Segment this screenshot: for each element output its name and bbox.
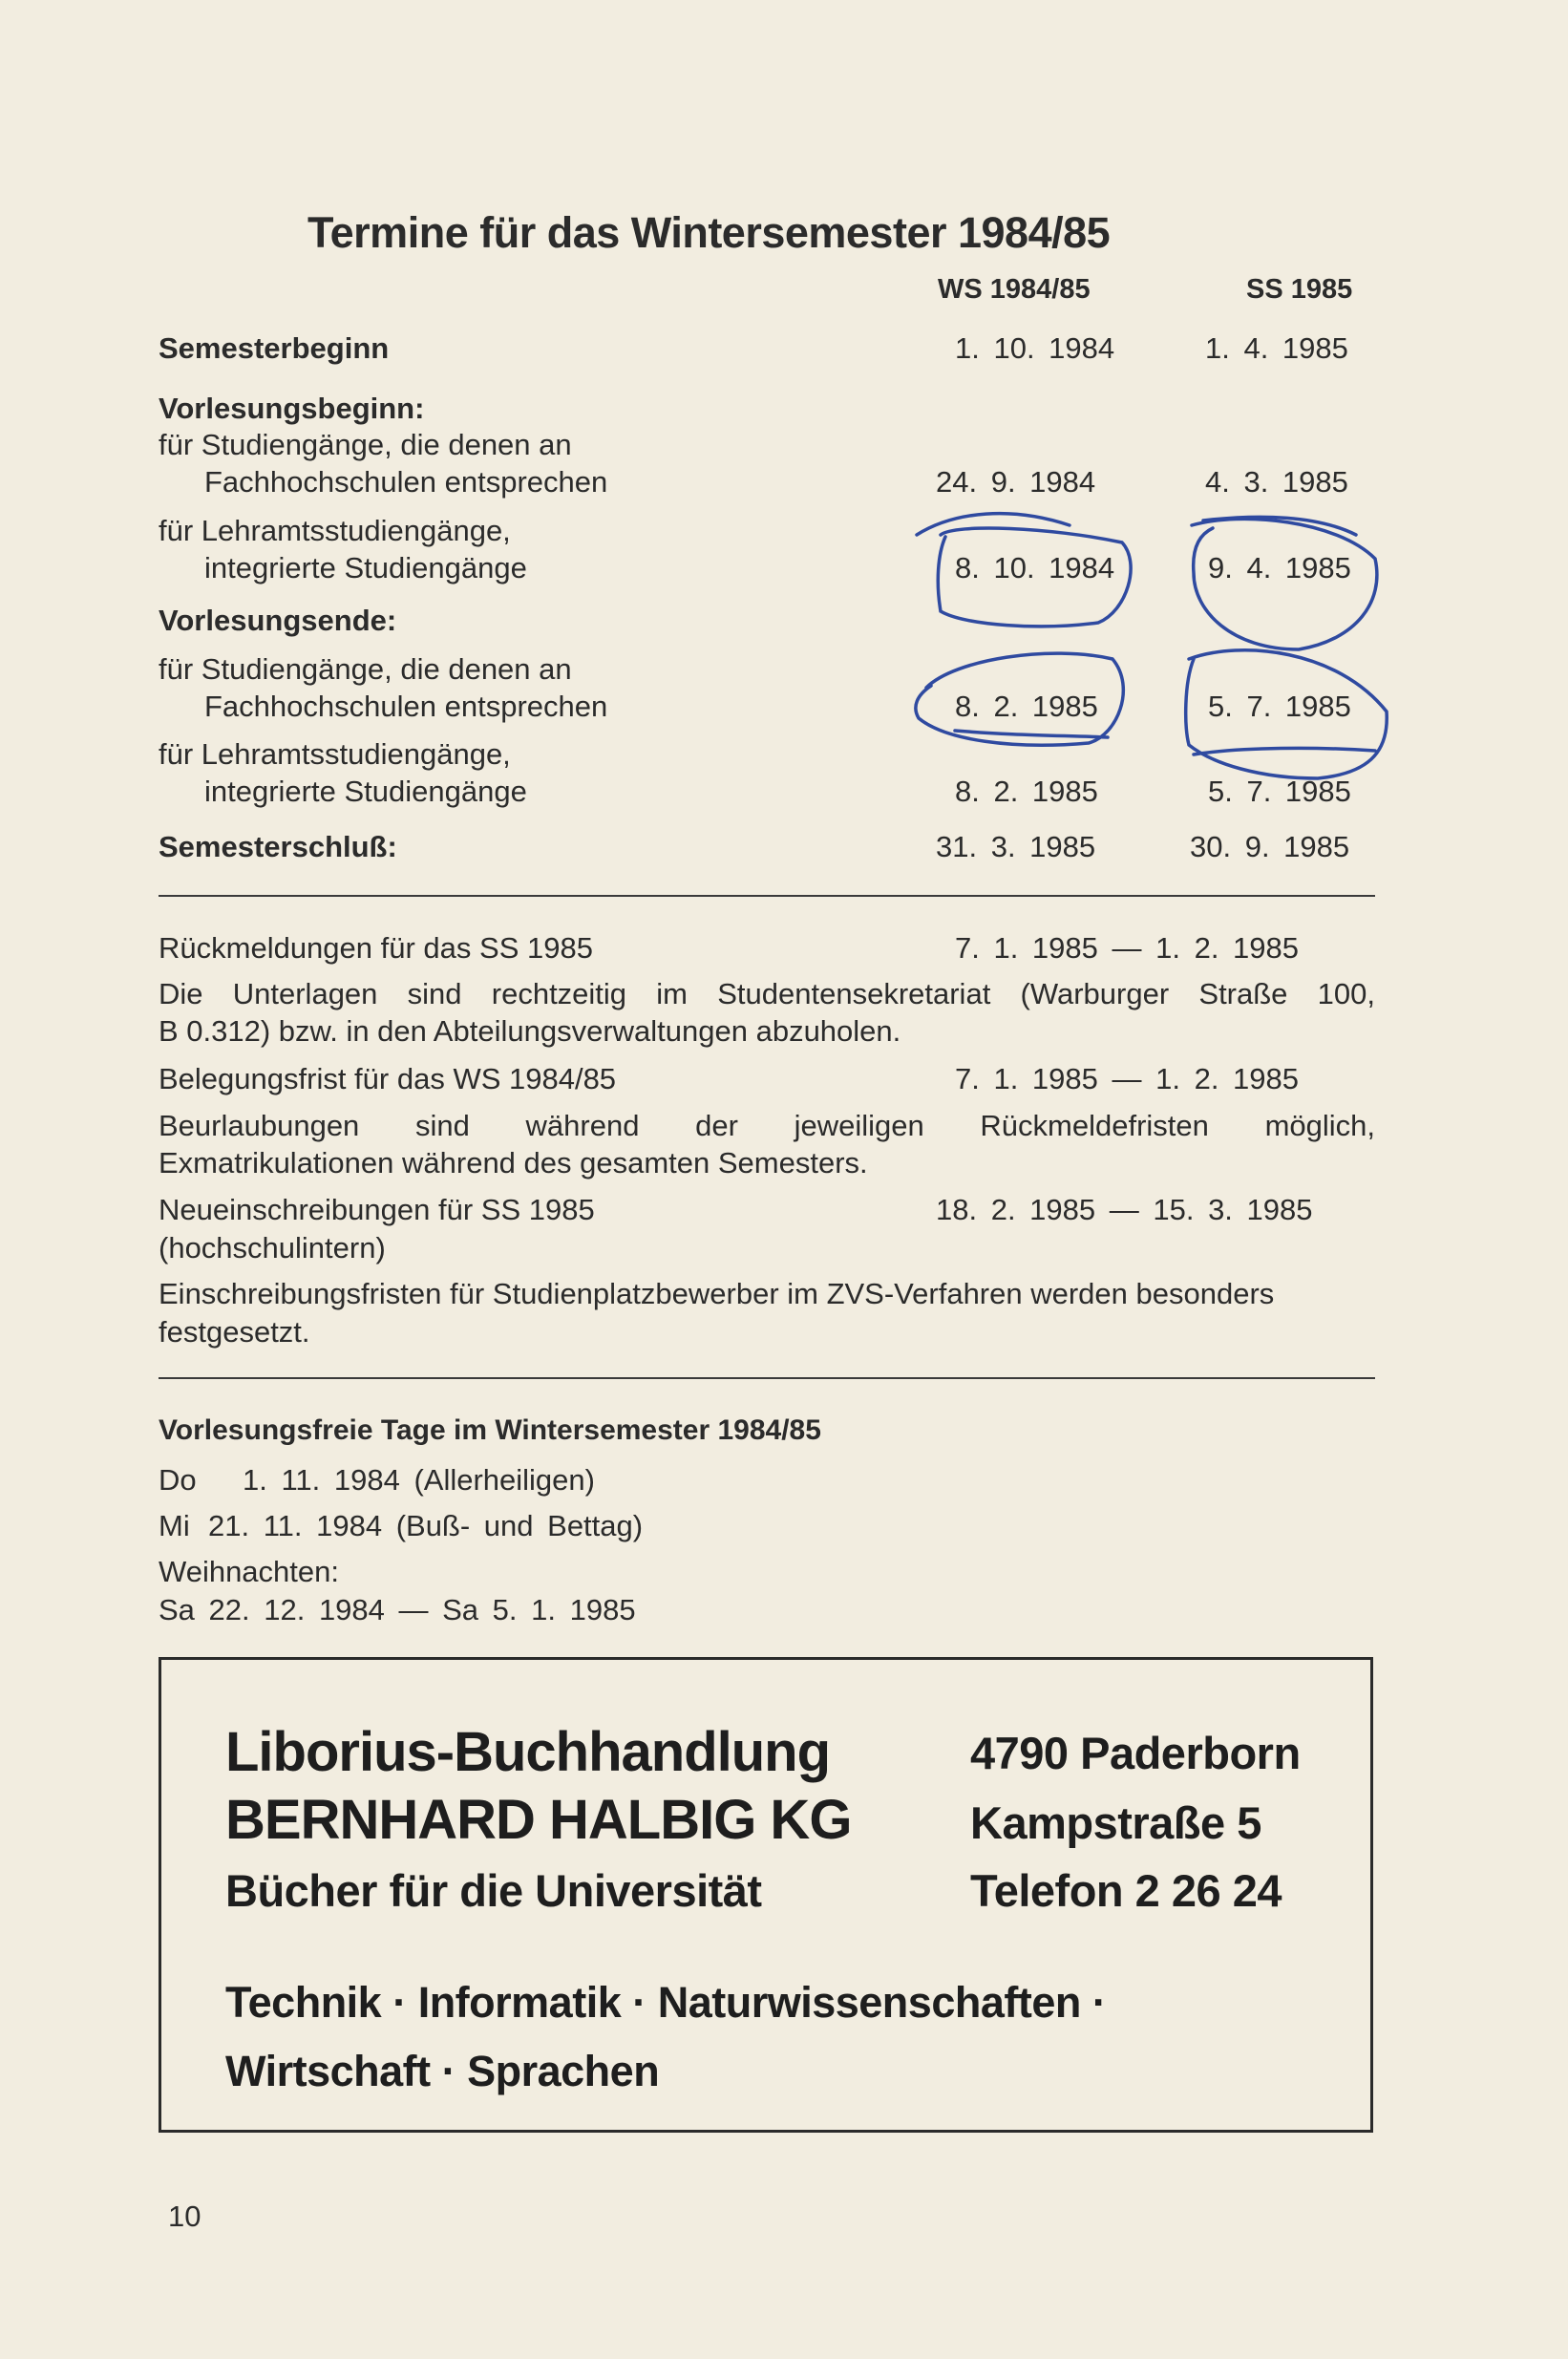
ad-shop-name: Liborius-Buchhandlung xyxy=(225,1721,831,1783)
ad-city: 4790 Paderborn xyxy=(970,1728,1301,1778)
pen-stroke-ws-ve xyxy=(955,731,1108,737)
page-number: 10 xyxy=(168,2200,201,2233)
vorlesungsende-label: Vorlesungsende: xyxy=(159,604,397,637)
vb-row1-line1: für Studiengänge, die denen an xyxy=(159,428,572,461)
freie-tag-1-day: Do xyxy=(159,1463,197,1497)
einschreibungsfristen-line1: Einschreibungsfristen für Studienplatzbewerber im ZVS-Verfahren werden besonders xyxy=(159,1277,1275,1310)
semesterschluss-label: Semesterschluß: xyxy=(159,830,397,863)
column-header-ss: SS 1985 xyxy=(1246,274,1353,305)
ad-street: Kampstraße 5 xyxy=(970,1797,1261,1848)
vb-row2-ss: 9. 4. 1985 xyxy=(1208,551,1351,584)
belegungsfrist-dates: 7. 1. 1985 — 1. 2. 1985 xyxy=(955,1062,1300,1095)
unterlagen-line2: B 0.312) bzw. in den Abteilungsverwaltungen abzuholen. xyxy=(159,1014,901,1048)
pen-stroke-ss-ve xyxy=(1194,748,1375,754)
beurlaubungen-line2: Exmatrikulationen während des gesamten Semesters. xyxy=(159,1146,868,1180)
semesterbeginn-ws: 1. 10. 1984 xyxy=(955,331,1115,365)
column-header-ws: WS 1984/85 xyxy=(938,274,1091,305)
divider-2 xyxy=(159,1377,1375,1379)
vb-row1-line2: Fachhochschulen entsprechen xyxy=(204,465,608,499)
freie-tag-2-date: 21. 11. 1984 (Buß- und Bettag) xyxy=(208,1509,644,1542)
neueinschreibungen-label: Neueinschreibungen für SS 1985 xyxy=(159,1193,595,1226)
vb-row2-ws: 8. 10. 1984 xyxy=(955,551,1115,584)
neueinschreibungen-sub: (hochschulintern) xyxy=(159,1231,386,1265)
ve-row1-ss: 5. 7. 1985 xyxy=(1208,690,1351,723)
semesterbeginn-label: Semesterbeginn xyxy=(159,331,390,365)
page-title: Termine für das Wintersemester 1984/85 xyxy=(307,208,1111,257)
ve-row1-line1: für Studiengänge, die denen an xyxy=(159,652,572,686)
freie-tag-2-day: Mi xyxy=(159,1509,190,1542)
vb-row2-line2: integrierte Studiengänge xyxy=(204,551,527,584)
vorlesungsbeginn-label: Vorlesungsbeginn: xyxy=(159,392,425,425)
einschreibungsfristen-line2: festgesetzt. xyxy=(159,1315,310,1349)
ad-slogan: Bücher für die Universität xyxy=(225,1865,762,1916)
weihnachten-label: Weihnachten: xyxy=(159,1555,339,1588)
ve-row2-line2: integrierte Studiengänge xyxy=(204,775,527,808)
pen-stroke-ws-vb xyxy=(917,514,1070,535)
freie-tag-1-date: 1. 11. 1984 (Allerheiligen) xyxy=(243,1463,595,1497)
belegungsfrist-label: Belegungsfrist für das WS 1984/85 xyxy=(159,1062,617,1095)
vb-row1-ss: 4. 3. 1985 xyxy=(1205,465,1348,499)
ad-topics-line1: Technik · Informatik · Naturwissenschaften · xyxy=(225,1978,1107,2027)
semesterbeginn-ss: 1. 4. 1985 xyxy=(1205,331,1348,365)
ad-company: BERNHARD HALBIG KG xyxy=(225,1789,852,1851)
unterlagen-line1: Die Unterlagen sind rechtzeitig im Studentensekretariat (Warburger Straße 100, xyxy=(159,977,1375,1010)
ad-topics-line2: Wirtschaft · Sprachen xyxy=(225,2047,660,2095)
ad-phone: Telefon 2 26 24 xyxy=(970,1865,1282,1916)
rueckmeldungen-label: Rückmeldungen für das SS 1985 xyxy=(159,931,593,965)
ve-row2-line1: für Lehramtsstudiengänge, xyxy=(159,737,511,771)
rueckmeldungen-dates: 7. 1. 1985 — 1. 2. 1985 xyxy=(955,931,1300,965)
ve-row2-ss: 5. 7. 1985 xyxy=(1208,775,1351,808)
ve-row1-ws: 8. 2. 1985 xyxy=(955,690,1098,723)
divider-1 xyxy=(159,895,1375,897)
vb-row1-ws: 24. 9. 1984 xyxy=(936,465,1096,499)
ve-row2-ws: 8. 2. 1985 xyxy=(955,775,1098,808)
vb-row2-line1: für Lehramtsstudiengänge, xyxy=(159,514,511,547)
pen-stroke-ss-vb xyxy=(1203,517,1356,535)
semesterschluss-ws: 31. 3. 1985 xyxy=(936,830,1096,863)
freie-tage-heading: Vorlesungsfreie Tage im Wintersemester 1984/85 xyxy=(159,1414,821,1446)
weihnachten-dates: Sa 22. 12. 1984 — Sa 5. 1. 1985 xyxy=(159,1593,636,1626)
ve-row1-line2: Fachhochschulen entsprechen xyxy=(204,690,608,723)
semesterschluss-ss: 30. 9. 1985 xyxy=(1190,830,1350,863)
beurlaubungen-line1: Beurlaubungen sind während der jeweiligen Rückmeldefristen möglich, xyxy=(159,1109,1375,1142)
neueinschreibungen-dates: 18. 2. 1985 — 15. 3. 1985 xyxy=(936,1193,1313,1226)
